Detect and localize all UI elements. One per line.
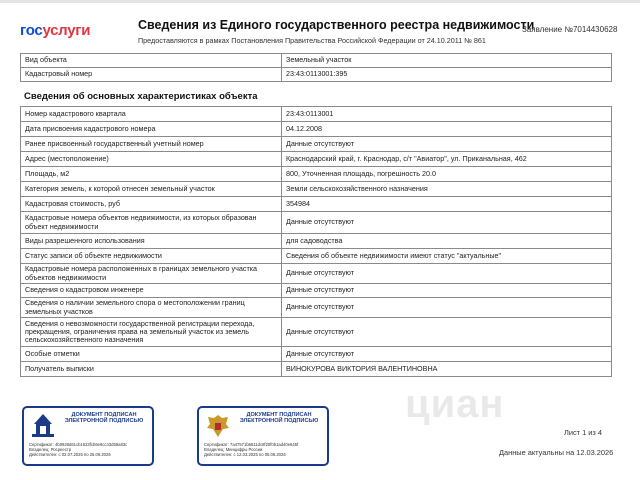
table-row <box>21 284 612 298</box>
row-label: Адрес (местоположение) <box>21 152 282 167</box>
table-row <box>21 212 612 234</box>
row-label: Вид объекта <box>21 54 282 68</box>
row-label: Кадастровые номера объектов недвижимости, из которых образован объект недвижимости <box>21 212 282 234</box>
row-label: Ранее присвоенный государственный учетный номер <box>21 137 282 152</box>
row-label: Виды разрешенного использования <box>21 234 282 249</box>
stamp-owner: Владелец: Минцифры России <box>204 447 263 453</box>
table-row <box>21 197 612 212</box>
row-value: Данные отсутствуют <box>282 284 612 298</box>
coat-of-arms-icon <box>203 412 233 440</box>
statement-number: Заявление №7014430628 <box>522 25 618 34</box>
row-label: Категория земель, к которой отнесен земельный участок <box>21 182 282 197</box>
table-row <box>21 68 612 82</box>
data-actual-date: Данные актуальны на 12.03.2026 <box>499 448 614 457</box>
stamp-title: ДОКУМЕНТ ПОДПИСАН ЭЛЕКТРОННОЙ ПОДПИСЬЮ <box>239 412 319 425</box>
table-row <box>21 318 612 347</box>
table-row <box>21 234 612 249</box>
gosuslugi-logo: госуслуги <box>20 22 91 39</box>
rosreestr-emblem-icon <box>28 412 58 440</box>
row-value: 800, Уточненная площадь, погрешность 20.0 <box>282 167 612 182</box>
row-value: 23:43:0113001:395 <box>282 68 612 82</box>
row-value: 04.12.2008 <box>282 122 612 137</box>
table-row <box>21 107 612 122</box>
document-header <box>0 10 640 50</box>
row-value: Данные отсутствуют <box>282 212 612 234</box>
row-value: 23:43:0113001 <box>282 107 612 122</box>
row-label: Получатель выписки <box>21 362 282 377</box>
row-label: Номер кадастрового квартала <box>21 107 282 122</box>
stamp-owner: Владелец: Росреестр <box>29 447 72 453</box>
row-label: Кадастровый номер <box>21 68 282 82</box>
row-label: Сведения о наличии земельного спора о местоположении границ земельных участков <box>21 298 282 318</box>
table-row <box>21 137 612 152</box>
row-value: Сведения об объекте недвижимости имеют статус "актуальные" <box>282 249 612 264</box>
table-row <box>21 167 612 182</box>
stamp-title: ДОКУМЕНТ ПОДПИСАН ЭЛЕКТРОННОЙ ПОДПИСЬЮ <box>64 412 144 425</box>
table-row <box>21 122 612 137</box>
stamp-certificate: Сертификат: 4b0928d61cb1623fcb6e6cc43d59a83c <box>29 442 128 447</box>
row-value: Земельный участок <box>282 54 612 68</box>
row-value: Данные отсутствуют <box>282 137 612 152</box>
stamp-info <box>204 442 324 458</box>
table-row <box>21 264 612 284</box>
stamp-info <box>29 442 149 458</box>
row-label: Кадастровая стоимость, руб <box>21 197 282 212</box>
row-label: Статус записи об объекте недвижимости <box>21 249 282 264</box>
row-value: Краснодарский край, г. Краснодар, с/т "Авиатор", ул. Приканальная, 462 <box>282 152 612 167</box>
stamp-valid: Действителен: с 12.03.2025 по 05.06.2026 <box>204 452 286 458</box>
row-value: Данные отсутствуют <box>282 298 612 318</box>
e-signature-stamp-mintsifry <box>197 406 329 466</box>
table-row <box>21 54 612 68</box>
table-row <box>21 152 612 167</box>
row-value: Данные отсутствуют <box>282 318 612 347</box>
top-strip <box>0 0 640 3</box>
section-title: Сведения об основных характеристиках объекта <box>24 91 258 102</box>
document-subtitle: Предоставляются в рамках Постановления Правительства Российской Федерации от 24.10.2011 № 861 <box>138 36 486 45</box>
row-label: Кадастровые номера расположенных в границах земельного участка объектов недвижимости <box>21 264 282 284</box>
document-title: Сведения из Единого государственного реестра недвижимости <box>138 18 535 32</box>
row-label: Сведения о кадастровом инженере <box>21 284 282 298</box>
table-row <box>21 347 612 362</box>
stamp-certificate: Сертификат: 7a47571b6811dc8f20f0b1ad40e645f <box>204 442 299 447</box>
page-number: Лист 1 из 4 <box>564 428 602 437</box>
row-value: Данные отсутствуют <box>282 347 612 362</box>
table-row <box>21 249 612 264</box>
stamp-valid: Действителен: с 02.07.2025 по 25.09.2026 <box>29 452 111 458</box>
row-value: Земли сельскохозяйственного назначения <box>282 182 612 197</box>
object-table <box>20 53 612 82</box>
table-row <box>21 182 612 197</box>
row-value: ВИНОКУРОВА ВИКТОРИЯ ВАЛЕНТИНОВНА <box>282 362 612 377</box>
cian-watermark: циан <box>405 382 505 426</box>
table-row <box>21 298 612 318</box>
row-label: Особые отметки <box>21 347 282 362</box>
row-label: Площадь, м2 <box>21 167 282 182</box>
table-row <box>21 362 612 377</box>
row-label: Сведения о невозможности государственной регистрации перехода, прекращения, ограничения права на земельный участок из земель сельскохозяйственного назначения <box>21 318 282 347</box>
characteristics-table <box>20 106 612 377</box>
row-value: для садоводства <box>282 234 612 249</box>
row-label: Дата присвоения кадастрового номера <box>21 122 282 137</box>
row-value: Данные отсутствуют <box>282 264 612 284</box>
e-signature-stamp-rosreestr <box>22 406 154 466</box>
row-value: 354984 <box>282 197 612 212</box>
